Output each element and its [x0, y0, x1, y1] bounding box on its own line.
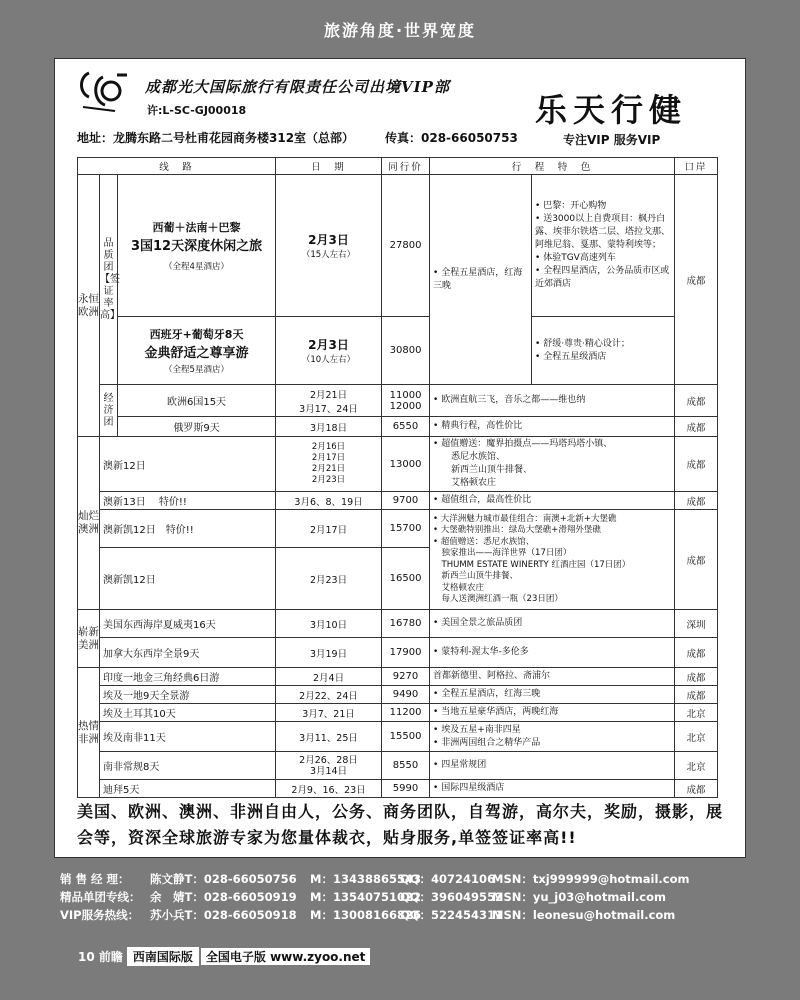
table-row: [78, 668, 718, 686]
route-cell: 迪拜5天: [100, 780, 276, 798]
price-cell: 11200: [382, 704, 430, 722]
table-row: [78, 492, 718, 510]
table-row: [78, 752, 718, 780]
features-cell: • 超值组合，最高性价比: [430, 492, 675, 510]
banner-title: 旅游角度·世界宽度: [323, 20, 477, 40]
price-cell: 9700: [382, 492, 430, 510]
contact-mobile: M：13438865543: [310, 872, 421, 886]
date-cell: 3月11、25日: [276, 722, 382, 752]
port-cell: 成都: [675, 638, 718, 668]
group-economy: 经济团: [100, 385, 118, 437]
port-cell: 北京: [675, 752, 718, 780]
top-banner: [0, 0, 800, 58]
features-cell: • 超值赠送：魔界拍摄点——玛塔玛塔小镇、 悉尼水族馆、 新西兰山顶牛排餐、 艾格顿农庄: [430, 437, 675, 492]
company-name: 成都光大国际旅行有限责任公司出境VIP部: [145, 78, 450, 96]
contact-row: [60, 906, 750, 924]
table-row: [78, 704, 718, 722]
route-cell: 埃及南非11天: [100, 722, 276, 752]
col-header-port: 口岸: [675, 158, 718, 175]
date-cell: 2月9、16、23日: [276, 780, 382, 798]
features-cell: • 全程五星酒店，红海三晚: [430, 175, 532, 385]
port-cell: 北京: [675, 704, 718, 722]
table-row: [78, 780, 718, 798]
category-america: 崭新美洲: [78, 610, 100, 668]
price-cell: 17900: [382, 638, 430, 668]
port-cell: 成都: [675, 668, 718, 686]
price-cell: 16780: [382, 610, 430, 638]
date-cell: 3月7、21日: [276, 704, 382, 722]
contact-name-phone: 苏小兵T：028-66050918: [150, 908, 297, 922]
page-number: 10 前瞻: [78, 949, 123, 964]
ad-header: [55, 59, 745, 155]
date-value: 2月3日: [308, 233, 349, 247]
price-cell: 5990: [382, 780, 430, 798]
features-cell: • 大洋洲魅力城市最佳组合：南澳+北新+大堡礁 • 大堡礁特别推出：绿岛大堡礁+滑翔外堡礁 • 超值赠送：悉尼水族馆、 独家推出——海洋世界（17日团） THUMM ESTATE WINERTY 红酒庄园（17日团） 新西兰山顶牛排餐、 艾格顿农庄 每人送澳洲红酒一瓶（23日团）: [430, 510, 675, 610]
route-cell: 澳新凯12日: [100, 548, 276, 610]
features-cell: • 巴黎：开心购物 • 送3000以上自费项目：枫丹白露、埃菲尔铁塔二层、塔拉戈那、阿维尼翁、戛那、蒙特利埃等； • 体验TGV高速列车 • 全程四星酒店，公务品质市区或近郊酒店: [532, 175, 675, 317]
port-cell: 成都: [675, 417, 718, 437]
route-cell: 南非常规8天: [100, 752, 276, 780]
category-australia: 灿烂澳洲: [78, 437, 100, 610]
route-cell: 埃及土耳其10天: [100, 704, 276, 722]
table-row: [78, 510, 718, 548]
date-cell: 3月19日: [276, 638, 382, 668]
route-cell: 美国东西海岸夏威夷16天: [100, 610, 276, 638]
features-cell: • 埃及五星+南非四星 • 非洲两国组合之精华产品: [430, 722, 675, 752]
table-row: [78, 722, 718, 752]
features-cell: • 全程五星酒店，红海三晚: [430, 686, 675, 704]
price-cell: 15700: [382, 510, 430, 548]
features-cell: • 舒缓·尊贵·精心设计； • 全程五星级酒店: [532, 317, 675, 385]
price-cell: 9270: [382, 668, 430, 686]
table-row: [78, 437, 718, 492]
date-cell: 2月23日: [276, 548, 382, 610]
table-row: [78, 686, 718, 704]
table-row: [78, 175, 718, 317]
port-cell: 成都: [675, 385, 718, 417]
company-logo: [75, 67, 133, 115]
contact-mobile: M：13540751022: [310, 890, 421, 904]
contact-qq: QQ：396049552: [400, 890, 504, 904]
route-cell: 澳新13日 特价!!: [100, 492, 276, 510]
contact-name-phone: 余 婧T：028-66050919: [150, 890, 297, 904]
port-cell: 成都: [675, 780, 718, 798]
website: 全国电子版 www.zyoo.net: [201, 948, 371, 965]
tour-table: [77, 157, 718, 798]
features-cell: • 国际四星级酒店: [430, 780, 675, 798]
contact-role: 销 售 经 理：: [60, 872, 130, 886]
price-cell: 9490: [382, 686, 430, 704]
contact-block: [60, 870, 750, 924]
tagline: 专注VIP 服务VIP: [563, 133, 661, 147]
table-row: [78, 317, 718, 385]
features-cell: • 当地五星豪华酒店，两晚红海: [430, 704, 675, 722]
promo-text: 美国、欧洲、澳洲、非洲自由人，公务、商务团队，自驾游，高尔夫，奖励，摄影，展会等，资深全球旅游专家为您量体裁衣，贴身服务,单签签证率高!!: [77, 802, 724, 847]
route-note: （全程5星酒店）: [164, 365, 229, 375]
category-europe: 永恒欧洲: [78, 175, 100, 437]
features-cell: • 欧洲直航三飞，音乐之都——维也纳: [430, 385, 675, 417]
contact-row: [60, 888, 750, 906]
address: 地址：龙腾东路二号杜甫花园商务楼312室（总部）: [77, 131, 355, 145]
route-cell: 印度一地金三角经典6日游: [100, 668, 276, 686]
date-value: 2月3日: [308, 338, 349, 352]
features-cell: • 蒙特利-渥太华-多伦多: [430, 638, 675, 668]
date-cell: 3月10日: [276, 610, 382, 638]
group-size: （10人左右）: [301, 355, 356, 365]
col-header-features: 行 程 特 色: [430, 158, 675, 175]
route-note: （全程4星酒店）: [164, 262, 229, 272]
price-cell: 30800: [382, 317, 430, 385]
license-number: 许:L-SC-GJ00018: [147, 104, 247, 117]
col-header-route: 线 路: [78, 158, 276, 175]
route-title: 金典舒适之尊享游: [144, 346, 249, 361]
table-row: [78, 385, 718, 417]
price-cell: 27800: [382, 175, 430, 317]
table-row: [78, 417, 718, 437]
page-footer: [78, 946, 370, 966]
route-title: 3国12天深度休闲之旅: [130, 239, 263, 254]
features-cell: 首都新德里、阿格拉、斋浦尔: [430, 668, 675, 686]
contact-msn: MSN：leonesu@hotmail.com: [492, 908, 676, 922]
contact-row: [60, 870, 750, 888]
port-cell: 成都: [675, 175, 718, 385]
price-cell: 6550: [382, 417, 430, 437]
contact-msn: MSN：txj999999@hotmail.com: [492, 872, 690, 886]
contact-role: VIP服务热线：: [60, 908, 140, 922]
fax: 传真：028-66050753: [385, 131, 518, 145]
date-cell: 2月26、28日 3月14日: [276, 752, 382, 780]
date-cell: [276, 175, 382, 317]
port-cell: 成都: [675, 686, 718, 704]
date-cell: 2月16日 2月17日 2月21日 2月23日: [276, 437, 382, 492]
date-cell: [276, 317, 382, 385]
route-cell: 澳新凯12日 特价!!: [100, 510, 276, 548]
magazine-edition: 西南国际版: [127, 947, 199, 966]
date-cell: 2月4日: [276, 668, 382, 686]
contact-qq: QQ：522454311: [400, 908, 504, 922]
slogan: 乐天行健: [535, 91, 688, 129]
route-cell: 欧洲6国15天: [118, 385, 276, 417]
ad-sheet: [54, 58, 746, 858]
date-cell: 2月17日: [276, 510, 382, 548]
price-cell: 13000: [382, 437, 430, 492]
route-cell: 俄罗斯9天: [118, 417, 276, 437]
route-cell: [118, 175, 276, 317]
contact-mobile: M：13008166826: [310, 908, 421, 922]
route-cell: 澳新12日: [100, 437, 276, 492]
contact-name-phone: 陈文静T：028-66050756: [150, 872, 297, 886]
table-row: [78, 610, 718, 638]
port-cell: 成都: [675, 492, 718, 510]
contact-role: 精品单团专线：: [60, 890, 141, 904]
route-cell: [118, 317, 276, 385]
port-cell: 成都: [675, 510, 718, 610]
contact-qq: QQ：40724106: [400, 872, 496, 886]
date-cell: 3月18日: [276, 417, 382, 437]
date-cell: 2月22、24日: [276, 686, 382, 704]
features-cell: • 精典行程，高性价比: [430, 417, 675, 437]
route-line: 西葡＋法南＋巴黎: [152, 221, 241, 234]
group-quality: 品质团【签证率高】: [100, 175, 118, 385]
date-cell: 3月6、8、19日: [276, 492, 382, 510]
route-cell: 埃及一地9天全景游: [100, 686, 276, 704]
group-size: （15人左右）: [301, 250, 356, 260]
features-cell: • 四星常规团: [430, 752, 675, 780]
route-cell: 加拿大东西岸全景9天: [100, 638, 276, 668]
price-cell: 15500: [382, 722, 430, 752]
price-cell: 11000 12000: [382, 385, 430, 417]
port-cell: 深圳: [675, 610, 718, 638]
table-header-row: [78, 158, 718, 175]
contact-msn: MSN：yu_j03@hotmail.com: [492, 890, 667, 904]
port-cell: 成都: [675, 437, 718, 492]
date-cell: 2月21日 3月17、24日: [276, 385, 382, 417]
col-header-price: 同行价: [382, 158, 430, 175]
features-cell: • 美国全景之旅品质团: [430, 610, 675, 638]
table-row: [78, 638, 718, 668]
price-cell: 8550: [382, 752, 430, 780]
col-header-date: 日 期: [276, 158, 382, 175]
price-cell: 16500: [382, 548, 430, 610]
port-cell: 北京: [675, 722, 718, 752]
route-line: 西班牙+葡萄牙8天: [149, 328, 244, 341]
category-africa: 热情非洲: [78, 668, 100, 798]
